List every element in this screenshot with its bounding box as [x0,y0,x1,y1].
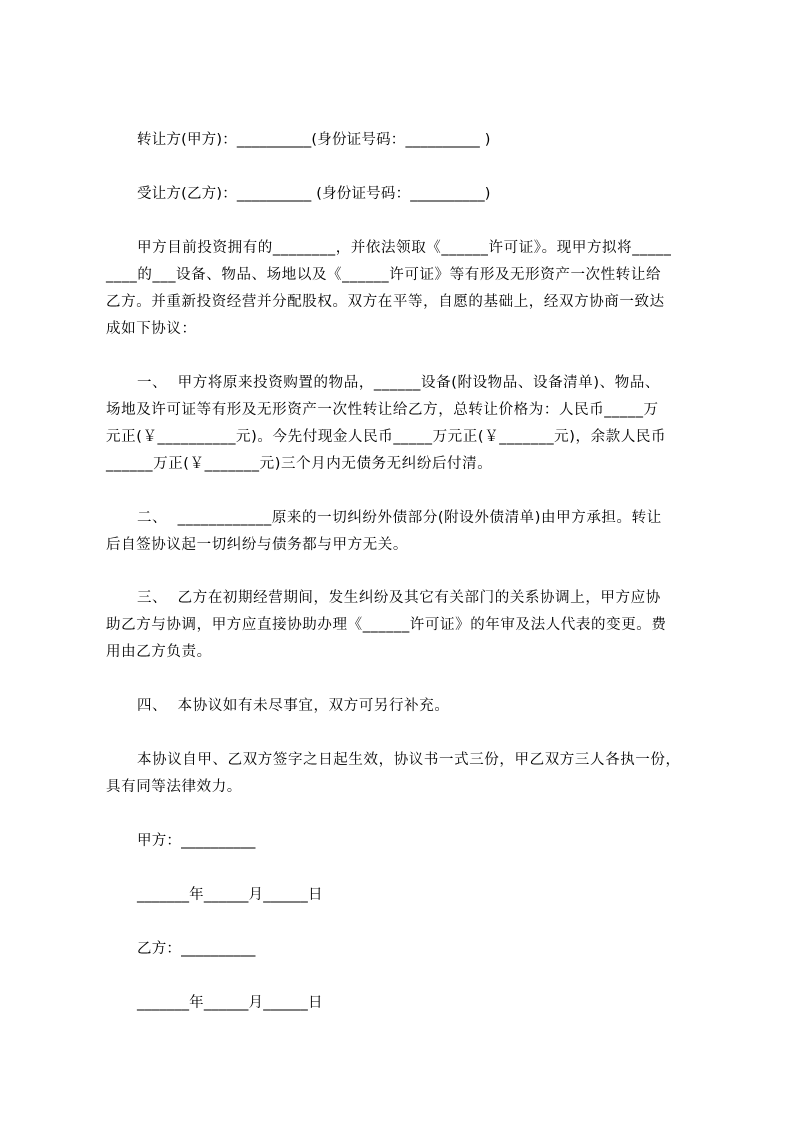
preamble-line-2: ____的___设备、物品、场地以及《______许可证》等有形及无形资产一次性转让给 [106,267,662,283]
party-a-signature: 甲方：__________ [137,833,256,849]
clause-1-line-4: ______万正(￥_______元)三个月内无债务无纠纷后付清。 [106,456,493,472]
party-b-date: _______年______月______日 [137,995,323,1011]
clause-1-line-1: 一、 甲方将原来投资购置的物品，______设备(附设物品、设备清单)、物品、 [137,375,661,391]
clause-3-line-1: 三、 乙方在初期经营期间，发生纠纷及其它有关部门的关系协调上，甲方应协 [137,590,661,606]
clause-2-line-2: 后自签协议起一切纠纷与债务都与甲方无关。 [106,537,408,553]
clause-2-line-1: 二、 ____________原来的一切纠纷外债部分(附设外债清单)由甲方承担。转让 [137,510,662,526]
clause-1-line-2: 场地及许可证等有形及无形资产一次性转让给乙方，总转让价格为：人民币_____万 [106,402,659,418]
transferee-line: 受让方(乙方)：__________ (身份证号码：__________) [137,186,491,202]
preamble-line-1: 甲方目前投资拥有的________，并依法领取《______许可证》。现甲方拟将_____ [137,240,672,256]
preamble-line-3: 乙方。并重新投资经营并分配股权。双方在平等，自愿的基础上，经双方协商一致达 [106,294,665,310]
party-a-date: _______年______月______日 [137,887,323,903]
clause-3-line-2: 助乙方与协调，甲方应直接协助办理《______许可证》的年审及法人代表的变更。费 [106,617,667,633]
party-b-signature: 乙方：__________ [137,941,256,957]
transferor-line: 转让方(甲方)：__________(身份证号码：__________ ) [137,132,491,148]
clause-4-line: 四、 本协议如有未尽事宜，双方可另行补充。 [137,698,450,714]
effect-line-2: 具有同等法律效力。 [106,779,242,795]
clause-1-line-3: 元正(￥__________元)。今先付现金人民币_____万元正(￥_______元)，余款人民币 [106,429,667,445]
effect-line-1: 本协议自甲、乙双方签字之日起生效，协议书一式三份，甲乙双方三人各执一份， [137,752,681,768]
clause-3-line-3: 用由乙方负责。 [106,644,212,660]
preamble-line-4: 成如下协议： [106,321,197,337]
